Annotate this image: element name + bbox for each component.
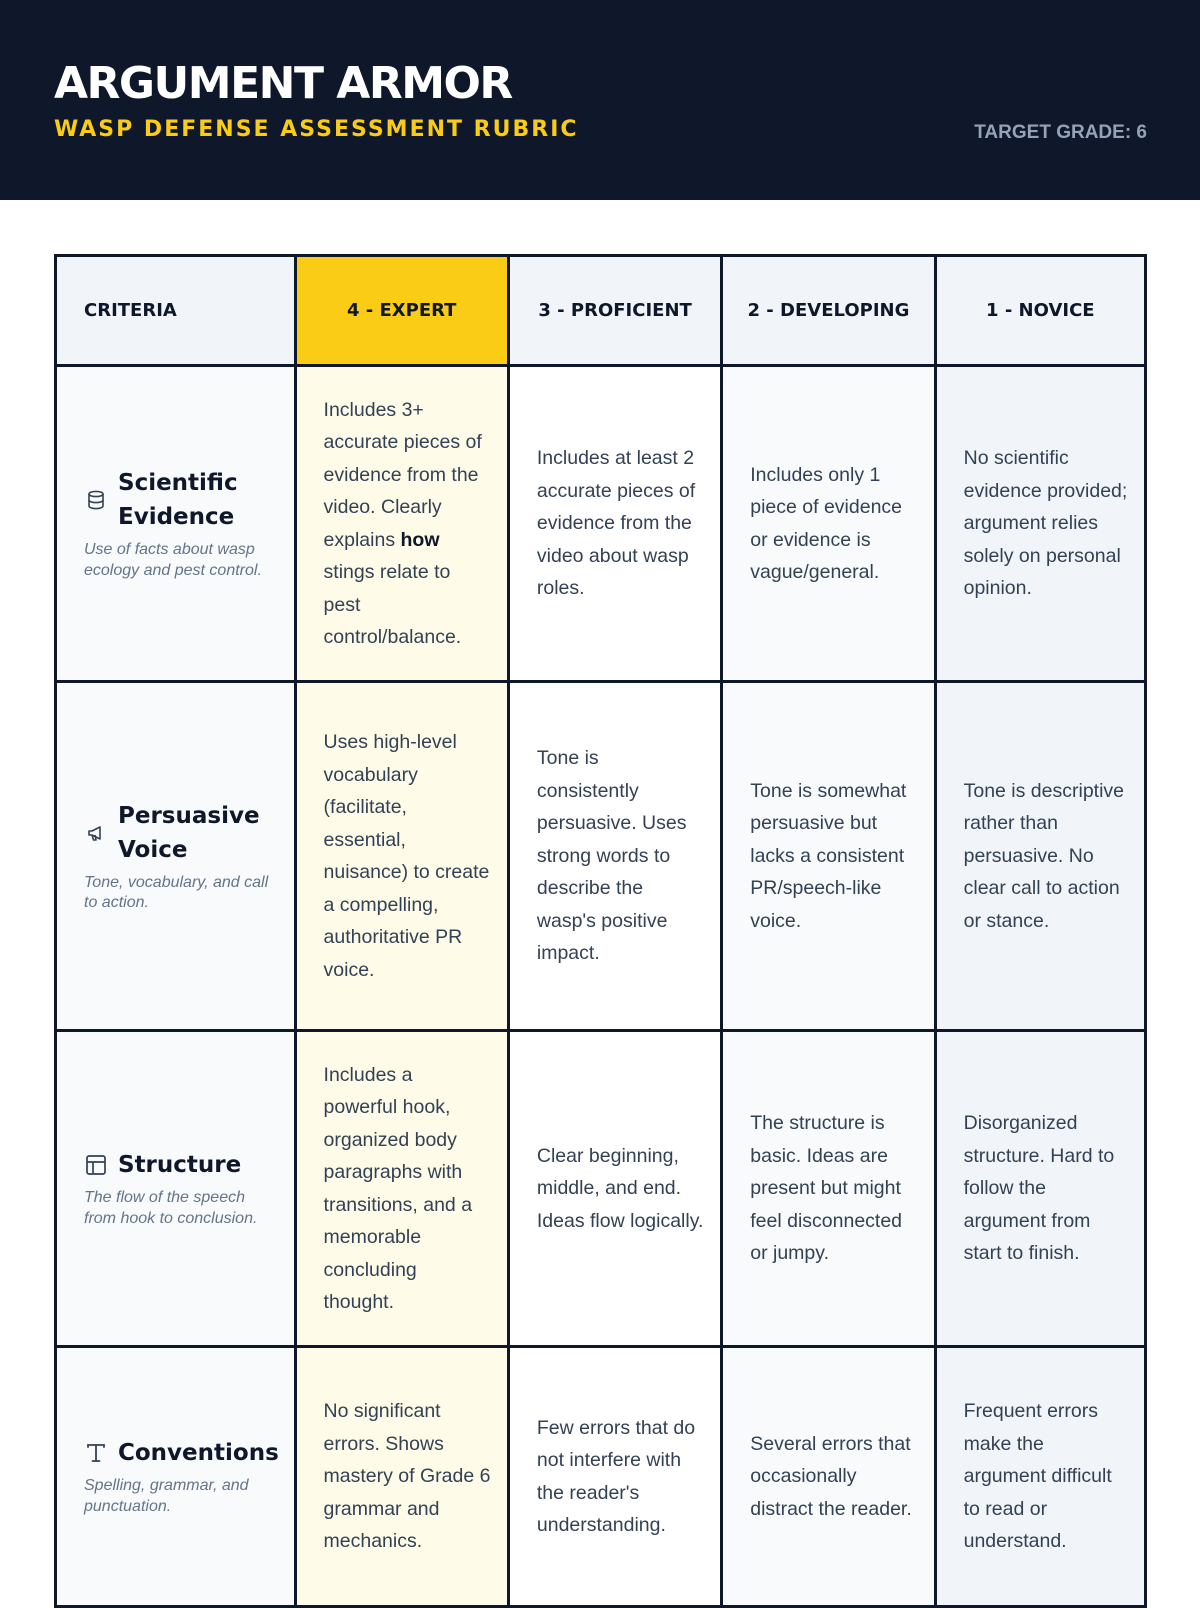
type-icon	[84, 1442, 108, 1464]
header-developing: 2 - DEVELOPING	[722, 256, 935, 366]
header-expert: 4 - EXPERT	[295, 256, 508, 366]
developing-cell: Tone is somewhat persuasive but lacks a consistent PR/speech-like voice.	[722, 682, 935, 1031]
criteria-name: Scientific Evidence	[118, 470, 238, 530]
novice-cell: Disorganized structure. Hard to follow the argument from start to finish.	[935, 1031, 1145, 1347]
rubric-table	[54, 254, 1147, 1608]
table-row	[56, 682, 1146, 1031]
table-row	[56, 1031, 1146, 1347]
expert-cell: No significant errors. Shows mastery of Grade 6 grammar and mechanics.	[295, 1347, 508, 1607]
criteria-name: Structure	[118, 1152, 242, 1178]
criteria-description: Use of facts about wasp ecology and pest control.	[84, 541, 262, 579]
header-criteria: CRITERIA	[56, 256, 296, 366]
proficient-cell: Includes at least 2 accurate pieces of evidence from the video about wasp roles.	[508, 366, 721, 682]
table-row	[56, 1347, 1146, 1607]
criteria-name: Conventions	[118, 1440, 279, 1466]
developing-cell: Several errors that occasionally distract the reader.	[722, 1347, 935, 1607]
header-proficient: 3 - PROFICIENT	[508, 256, 721, 366]
page-subtitle: WASP DEFENSE ASSESSMENT RUBRIC	[54, 117, 579, 142]
header-novice: 1 - NOVICE	[935, 256, 1145, 366]
emphasis-text: how	[400, 528, 440, 551]
criteria-description: The flow of the speech from hook to conclusion.	[84, 1189, 258, 1227]
novice-cell: Tone is descriptive rather than persuasive. No clear call to action or stance.	[935, 682, 1145, 1031]
target-grade: TARGET GRADE: 6	[974, 122, 1147, 143]
table-row	[56, 366, 1146, 682]
proficient-cell: Tone is consistently persuasive. Uses strong words to describe the wasp's positive impact.	[508, 682, 721, 1031]
developing-cell: The structure is basic. Ideas are present but might feel disconnected or jumpy.	[722, 1031, 935, 1347]
table-header-row	[56, 256, 1146, 366]
criteria-cell	[56, 1031, 296, 1347]
criteria-description: Spelling, grammar, and punctuation.	[84, 1477, 249, 1515]
developing-cell: Includes only 1 piece of evidence or evidence is vague/general.	[722, 366, 935, 682]
novice-cell: Frequent errors make the argument difficult to read or understand.	[935, 1347, 1145, 1607]
criteria-description: Tone, vocabulary, and call to action.	[84, 873, 269, 911]
proficient-cell: Clear beginning, middle, and end. Ideas flow logically.	[508, 1031, 721, 1347]
criteria-cell	[56, 1347, 296, 1607]
proficient-cell: Few errors that do not interfere with the reader's understanding.	[508, 1347, 721, 1607]
page-header	[0, 0, 1200, 200]
expert-cell: Includes a powerful hook, organized body paragraphs with transitions, and a memorable concluding thought.	[295, 1031, 508, 1347]
page-title: ARGUMENT ARMOR	[54, 58, 512, 109]
criteria-cell	[56, 682, 296, 1031]
expert-cell: Uses high-level vocabulary (facilitate, essential, nuisance) to create a compelling, authoritative PR voice.	[295, 682, 508, 1031]
expert-cell: Includes 3+ accurate pieces of evidence from the video. Clearly explains how stings relate to pest control/balance.	[295, 366, 508, 682]
criteria-name: Persuasive Voice	[118, 802, 260, 863]
database-icon	[84, 490, 108, 510]
novice-cell: No scientific evidence provided; argument relies solely on personal opinion.	[935, 366, 1145, 682]
criteria-cell	[56, 366, 296, 682]
megaphone-icon	[84, 823, 108, 843]
layout-icon	[84, 1154, 108, 1176]
